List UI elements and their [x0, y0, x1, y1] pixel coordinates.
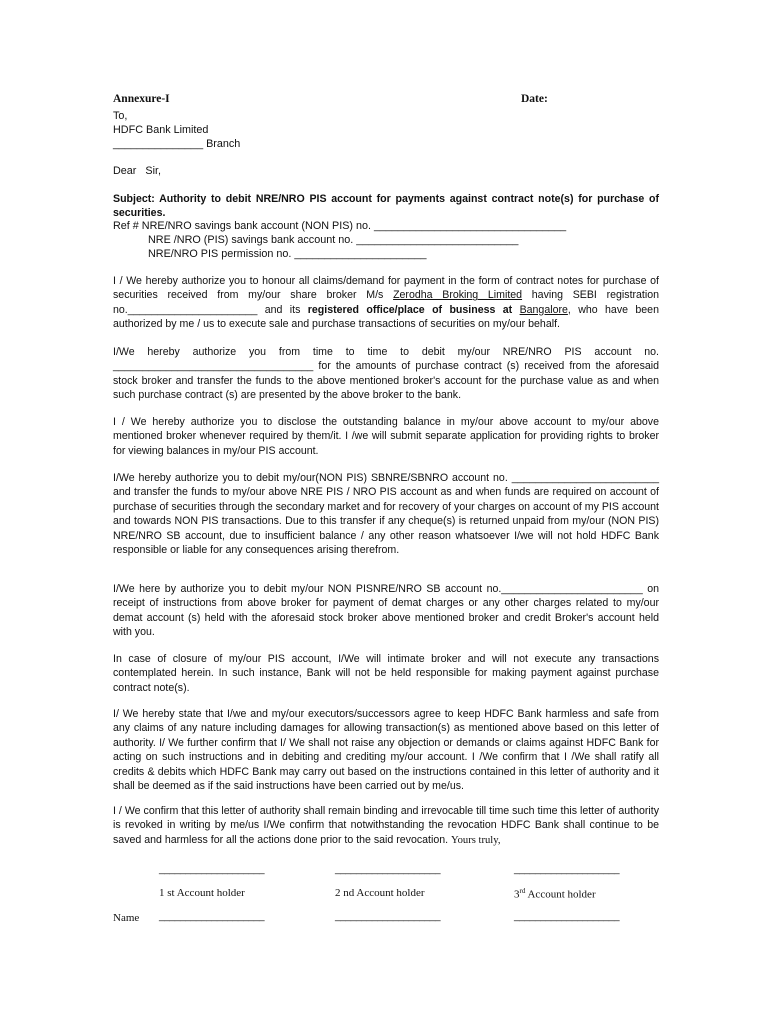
bank-name: HDFC Bank Limited: [113, 124, 209, 136]
closing-yours-truly: Yours truly,: [451, 834, 501, 846]
paragraph-demat-charges: I/We here by authorize you to debit my/our NON PISNRE/NRO SB account no.________________________ on receipt of instructions from above broker for payment of demat charges or any other charges related to my/our demat account (s) held with the aforesaid stock broker above mentioned broker and credit Broker's account held with you.: [113, 583, 659, 639]
signature-line-holder-2: ____________________: [335, 864, 441, 875]
paragraph-indemnity: I/ We hereby state that I/we and my/our executors/successors agree to keep HDFC Bank harmless and safe from any claims of any nature including damages for allowing transaction(s) as mentioned above based on this letter of authority. I/ We further confirm that I/ We shall not raise any objection or demands or claims against HDFC Bank for acting on such instructions and in debiting and crediting my/our account. I /We confirm that I /We shall ratify all credits & debits which HDFC Bank may carry out based on the instructions contained in this letter of authority and it shall be deemed as if the said instructions have been carried out by me/us.: [113, 708, 659, 793]
irrevocable-text: I / We confirm that this letter of authority shall remain binding and irrevocable till time such time this letter of authority is revoked in writing by me/us I/We confirm that notwithstanding the revocation HDFC Bank shall continue to be saved and harmless for all the actions done prior to the said revocation.: [113, 805, 659, 846]
para1-text-d: , who have been authorized by me / us to execute sale and purchase transactions of securities on my/our behalf.: [113, 303, 659, 331]
name-label: Name: [113, 912, 140, 924]
broker-name: Zerodha Broking Limited: [393, 289, 523, 302]
ref-nonpis-account: Ref # NRE/NRO savings bank account (NON PIS) no. ________________________________: [113, 220, 567, 232]
paragraph-debit-authority: I/We hereby authorize you from time to time to debit my/our NRE/NRO PIS account no. __________________________________ for the amounts of purchase contract (s) received from the aforesaid stock broker and transfer the funds to the above mentioned broker's account for the purchase value as and when such purchase contract (s) are presented by the above broker to the bank.: [113, 346, 659, 402]
subject-title: Subject: Authority to debit NRE/NRO PIS account for payments against contract note(s) for purchase of securities.: [113, 193, 659, 219]
branch-line: _______________ Branch: [113, 138, 241, 150]
third-holder-suffix: rd: [519, 887, 526, 895]
paragraph-account-closure: In case of closure of my/our PIS account, I/We will intimate broker and will not execute any transactions contemplated herein. In such instance, Bank will not be held responsible for making payment against purchase contract note(s).: [113, 653, 659, 694]
first-account-holder-label: 1 st Account holder: [159, 887, 245, 899]
name-line-holder-2: ____________________: [335, 911, 441, 922]
name-line-holder-3: ____________________: [514, 911, 620, 922]
registered-office-label: registered office/place of business at: [307, 303, 513, 316]
annexure-label: Annexure-I: [113, 93, 170, 105]
name-line-holder-1: ____________________: [159, 911, 265, 922]
para1-text-c: [512, 304, 519, 316]
date-label: Date:: [521, 93, 548, 105]
paragraph-disclose-balance: I / We hereby authorize you to disclose the outstanding balance in my/our above account to my/our above mentioned broker whenever required by them/it. I /we will submit separate application for providing rights to broker for viewing balances in my/our PIS account.: [113, 416, 659, 457]
signature-line-holder-3: ____________________: [514, 864, 620, 875]
third-holder-number: 3: [514, 888, 520, 901]
broker-city: Bangalore: [519, 303, 568, 316]
para1-text-b: having SEBI registration no.______________________ and its: [113, 289, 660, 316]
paragraph-authorize-claims: [113, 274, 659, 332]
signature-line-holder-1: ____________________: [159, 864, 265, 875]
paragraph-nonpis-transfer: I/We hereby authorize you to debit my/our(NON PIS) SBNRE/SBNRO account no. _________________________ and transfer the funds to my/our above NRE PIS / NRO PIS account as and when funds are required on account of purchase of securities through the secondary market and for recovery of your charges on account of my PIS account and towards NON PIS transactions. Due to this transfer if any cheque(s) is returned unpaid from my/our (NON PIS) NRE/NRO SB account, due to insufficient balance / any other reason whatsoever I/we will not hold HDFC Bank responsible or liable for any consequences arising therefrom.: [113, 472, 659, 557]
second-account-holder-label: 2 nd Account holder: [335, 887, 425, 899]
third-account-holder-label: [514, 887, 596, 901]
ref-pis-permission: NRE/NRO PIS permission no. ______________________: [148, 248, 427, 260]
paragraph-irrevocable: [113, 804, 659, 848]
ref-pis-account: NRE /NRO (PIS) savings bank account no. ___________________________: [148, 234, 519, 246]
para1-text-a: I / We hereby authorize you to honour all claims/demand for payment in the form of contract notes for purchase of securities received from my/our share broker M/s: [113, 275, 659, 302]
salutation: Dear Sir,: [113, 165, 162, 177]
third-holder-text: Account holder: [525, 888, 596, 901]
to-line: To,: [113, 110, 128, 122]
